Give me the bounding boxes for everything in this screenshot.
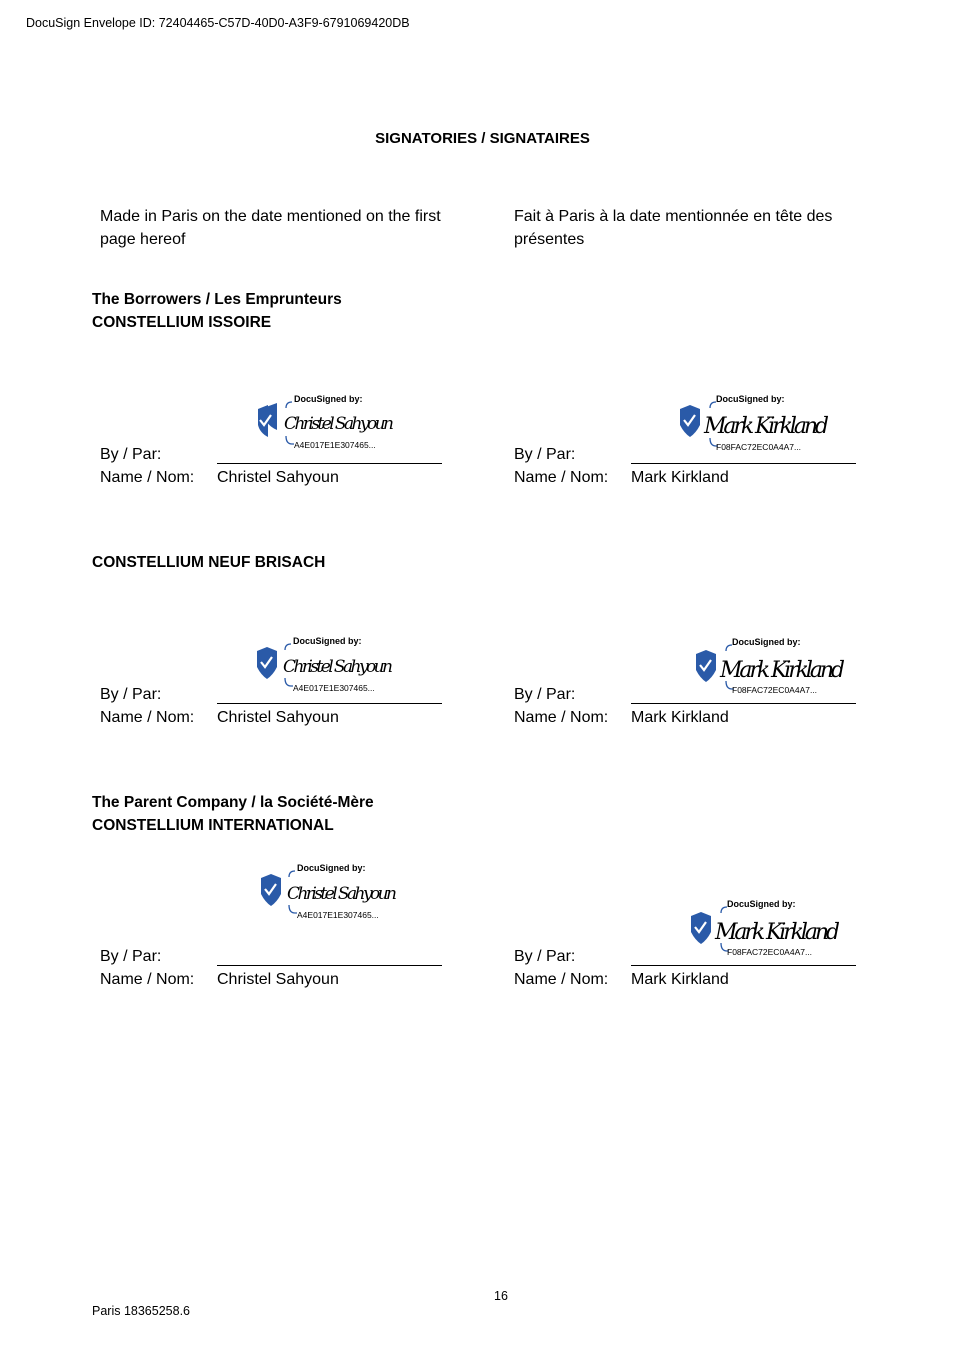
by-label: By / Par: [100,686,162,703]
envelope-code: F08FAC72EC0A4A7... [716,442,802,452]
signer-name: Mark Kirkland [631,709,729,726]
signature-mark: Mark Kirkland [715,920,840,945]
signer-name: Christel Sahyoun [217,971,339,988]
name-label: Name / Nom: [514,971,609,988]
docusigned-caption: DocuSigned by: [293,636,362,646]
signature-mark: Mark Kirkland [720,658,845,683]
docusigned-caption: DocuSigned by: [297,863,366,873]
signature-line [631,463,856,464]
name-label: Name / Nom: [514,469,609,486]
by-label: By / Par: [514,686,576,703]
name-label: Name / Nom: [100,971,195,988]
company-issoire: CONSTELLIUM ISSOIRE [92,314,272,331]
signature-line [217,703,442,704]
docusign-stamp [694,636,894,700]
company-international: CONSTELLIUM INTERNATIONAL [92,817,334,834]
signature-line [217,965,442,966]
signer-name: Christel Sahyoun [217,469,339,486]
by-label: By / Par: [100,446,162,463]
by-label: By / Par: [514,446,576,463]
borrowers-heading: The Borrowers / Les Emprunteurs [92,291,342,308]
name-label: Name / Nom: [100,709,195,726]
docusign-stamp [255,635,455,699]
intro-french: Fait à Paris à la date mentionnée en tête des présentes [514,208,833,248]
signature-christel: Christel Sahyoun [287,884,397,904]
by-label: By / Par: [514,948,576,965]
envelope-code: A4E017E1E307465... [294,440,376,450]
docusigned-caption: DocuSigned by: [732,637,801,647]
by-label: By / Par: [100,948,162,965]
signature-line [631,965,856,966]
signature-mark: Mark Kirkland [704,414,829,439]
envelope-code: F08FAC72EC0A4A7... [727,947,813,957]
signature-christel: Christel Sahyoun [283,657,393,677]
docusign-stamp [256,393,456,457]
docusigned-caption: DocuSigned by: [716,394,785,404]
docusign-stamp [689,898,889,962]
docusign-stamp [678,393,878,457]
envelope-id: DocuSign Envelope ID: 72404465-C57D-40D0-A3F9-6791069420DB [26,16,410,30]
envelope-code: F08FAC72EC0A4A7... [732,685,818,695]
signer-name: Mark Kirkland [631,469,729,486]
document-reference: Paris 18365258.6 [92,1304,190,1318]
signer-name: Mark Kirkland [631,971,729,988]
parent-heading: The Parent Company / la Société-Mère [92,794,374,811]
docusigned-caption: DocuSigned by: [727,899,796,909]
signer-name: Christel Sahyoun [217,709,339,726]
company-neuf-brisach: CONSTELLIUM NEUF BRISACH [92,554,326,571]
page-title: SIGNATORIES / SIGNATAIRES [375,130,590,147]
signature-line [217,463,442,464]
intro-english: Made in Paris on the date mentioned on the first page hereof [100,208,441,248]
page-number: 16 [494,1289,508,1303]
signature-christel: Christel Sahyoun [284,414,394,434]
name-label: Name / Nom: [100,469,195,486]
name-label: Name / Nom: [514,709,609,726]
docusign-stamp [259,862,459,926]
signature-line [631,703,856,704]
envelope-code: A4E017E1E307465... [297,910,379,920]
docusigned-caption: DocuSigned by: [294,394,363,404]
envelope-code: A4E017E1E307465... [293,683,375,693]
